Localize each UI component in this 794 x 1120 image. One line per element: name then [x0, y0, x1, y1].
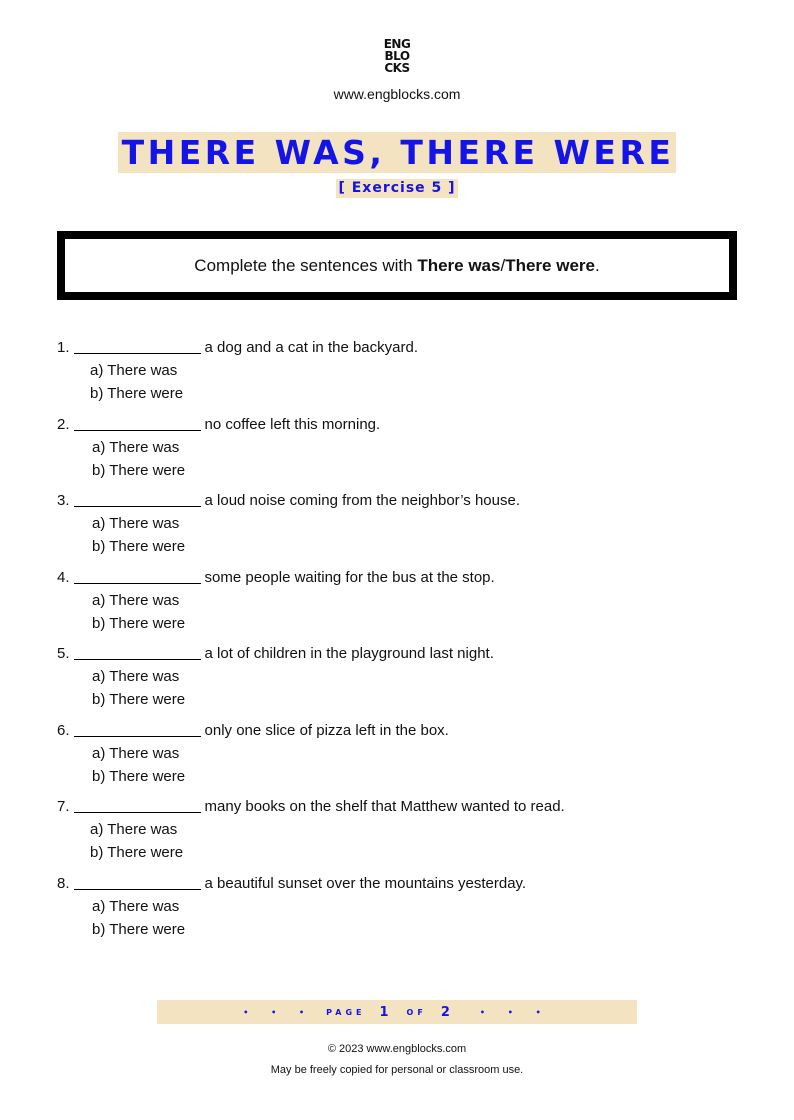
current-page-number: 1: [379, 1004, 393, 1020]
question-text: a dog and a cat in the backyard.: [204, 339, 418, 356]
question-sentence: [57, 643, 494, 665]
option-b: b) There were: [92, 461, 186, 479]
question-text: only one slice of pizza left in the box.: [204, 721, 449, 739]
instruction-box: [57, 231, 737, 300]
title-wrap: [0, 132, 794, 173]
logo-line-3: CKS: [384, 61, 410, 75]
question-item: [57, 414, 380, 482]
instruction-bold-there-were: There were: [505, 255, 595, 275]
question-number: 2.: [57, 415, 70, 433]
exercise-label: [ Exercise 5 ]: [338, 180, 456, 196]
question-sentence: [57, 567, 495, 589]
logo-line-2: BLO: [384, 49, 410, 63]
engblocks-logo: [0, 38, 794, 74]
option-b: b) There were: [92, 691, 186, 708]
logo-line-1: ENG: [383, 37, 411, 51]
question-number: 3.: [57, 492, 70, 509]
option-b: b) There were: [92, 920, 186, 938]
question-item: [57, 490, 520, 558]
question-sentence: [57, 337, 418, 359]
option-b: b) There were: [92, 614, 186, 632]
copyright-notice: © 2023 www.engblocks.com: [327, 1043, 467, 1055]
question-text: a beautiful sunset over the mountains yesterday.: [204, 874, 527, 892]
option-b: b) There were: [92, 767, 186, 785]
question-sentence: [57, 873, 526, 895]
answer-blank[interactable]: [74, 796, 201, 813]
question-sentence: [57, 414, 380, 436]
option-b: b) There were: [90, 385, 184, 402]
instruction-suffix: .: [594, 255, 600, 275]
option-b: b) There were: [92, 538, 186, 555]
option-a: a) There was: [92, 668, 180, 685]
answer-blank[interactable]: [74, 567, 201, 584]
option-a: a) There was: [92, 744, 180, 762]
question-item: [57, 873, 526, 941]
answer-blank[interactable]: [74, 414, 201, 431]
page-dots-left: • • •: [243, 1007, 315, 1017]
page-dots-right: • • •: [479, 1007, 551, 1017]
total-pages-number: 2: [440, 1004, 454, 1020]
question-item: [57, 337, 418, 405]
question-number: 7.: [57, 798, 70, 815]
option-a: a) There was: [90, 821, 178, 838]
question-sentence: [57, 720, 449, 742]
instruction-text: [194, 256, 599, 276]
option-b: b) There were: [90, 844, 184, 861]
instruction-prefix: Complete the sentences with: [194, 255, 418, 275]
option-a: a) There was: [92, 591, 180, 609]
page-title: THERE WAS, THERE WERE: [118, 132, 677, 173]
question-item: [57, 796, 565, 864]
question-number: 6.: [57, 721, 70, 739]
answer-blank[interactable]: [74, 720, 201, 737]
instruction-bold-there-was: There was: [417, 255, 501, 275]
answer-blank[interactable]: [74, 490, 201, 507]
question-number: 8.: [57, 874, 70, 892]
page-word: PAGE: [326, 1007, 366, 1017]
question-item: [57, 643, 494, 711]
answer-blank[interactable]: [74, 643, 201, 660]
subtitle-wrap: [0, 179, 794, 198]
answer-blank[interactable]: [74, 337, 201, 354]
question-text: no coffee left this morning.: [204, 415, 381, 433]
question-text: some people waiting for the bus at the stop.: [204, 568, 495, 586]
question-sentence: [57, 796, 565, 818]
question-number: 4.: [57, 568, 70, 586]
answer-blank[interactable]: [74, 873, 201, 890]
of-word: OF: [406, 1007, 427, 1017]
license-notice: May be freely copied for personal or classroom use.: [270, 1064, 524, 1076]
question-item: [57, 567, 495, 635]
option-a: a) There was: [92, 897, 180, 915]
question-text: many books on the shelf that Matthew wanted to read.: [204, 798, 565, 815]
page-indicator: [157, 1000, 637, 1024]
question-number: 5.: [57, 645, 70, 662]
option-a: a) There was: [92, 438, 180, 456]
question-text: a lot of children in the playground last night.: [204, 645, 494, 662]
option-a: a) There was: [92, 515, 180, 532]
question-number: 1.: [57, 339, 70, 356]
option-a: a) There was: [90, 362, 178, 379]
instruction-separator: /: [500, 255, 506, 275]
question-item: [57, 720, 449, 788]
question-sentence: [57, 490, 520, 512]
question-text: a loud noise coming from the neighbor’s house.: [204, 492, 520, 509]
site-url: www.engblocks.com: [333, 86, 461, 102]
